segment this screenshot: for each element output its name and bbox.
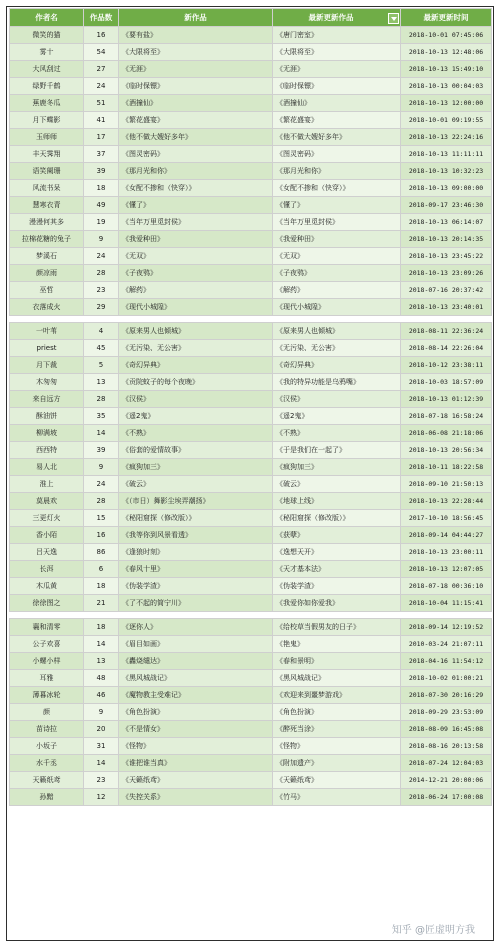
latest-work-cell: 《解药》 bbox=[273, 282, 401, 299]
table-row bbox=[10, 248, 492, 265]
count-cell: 41 bbox=[84, 112, 119, 129]
latest-work-cell: 《那月光和你》 bbox=[273, 163, 401, 180]
latest-work-cell: 《地球上线》 bbox=[273, 493, 401, 510]
new-work-cell: 《子夜鸮》 bbox=[119, 265, 273, 282]
update-time-cell: 2018-07-30 20:16:29 bbox=[401, 687, 492, 704]
table-row bbox=[10, 163, 492, 180]
table-row bbox=[10, 61, 492, 78]
latest-work-cell: 《繁花盛宴》 bbox=[273, 112, 401, 129]
count-cell: 29 bbox=[84, 299, 119, 316]
author-cell: 慧寒衣青 bbox=[10, 197, 84, 214]
latest-work-cell: 《艳鬼》 bbox=[273, 636, 401, 653]
table-row bbox=[10, 459, 492, 476]
latest-work-cell: 《我的特异功能是乌鸦嘴》 bbox=[273, 374, 401, 391]
new-work-cell: 《不是情女》 bbox=[119, 721, 273, 738]
new-work-cell: 《繁花盛宴》 bbox=[119, 112, 273, 129]
update-time-cell: 2010-03-24 21:07:11 bbox=[401, 636, 492, 653]
new-work-cell: 《了不起的简宁川》 bbox=[119, 595, 273, 612]
new-work-cell: 《黑风城战记》 bbox=[119, 670, 273, 687]
update-time-cell: 2018-10-13 22:28:44 bbox=[401, 493, 492, 510]
author-cell: 襄和清零 bbox=[10, 619, 84, 636]
count-cell: 14 bbox=[84, 755, 119, 772]
author-cell: 小螺小样 bbox=[10, 653, 84, 670]
table-row bbox=[10, 340, 492, 357]
author-cell: 一叶苇 bbox=[10, 323, 84, 340]
author-update-table bbox=[9, 8, 492, 806]
update-time-cell: 2018-06-08 21:18:06 bbox=[401, 425, 492, 442]
header-latest-time[interactable]: 最新更新时间 bbox=[401, 9, 492, 27]
table-row bbox=[10, 704, 492, 721]
count-cell: 24 bbox=[84, 248, 119, 265]
count-cell: 28 bbox=[84, 391, 119, 408]
author-cell: 三更灯火 bbox=[10, 510, 84, 527]
new-work-cell: 《奇幻异典》 bbox=[119, 357, 273, 374]
table-row bbox=[10, 299, 492, 316]
table-body bbox=[10, 27, 492, 806]
count-cell: 39 bbox=[84, 442, 119, 459]
latest-work-cell: 《黑风城战记》 bbox=[273, 670, 401, 687]
author-cell: 易人北 bbox=[10, 459, 84, 476]
author-cell: 酥油饼 bbox=[10, 408, 84, 425]
count-cell: 54 bbox=[84, 44, 119, 61]
count-cell: 18 bbox=[84, 619, 119, 636]
new-work-cell: 《现代小城隍》 bbox=[119, 299, 273, 316]
table-row bbox=[10, 112, 492, 129]
count-cell: 28 bbox=[84, 265, 119, 282]
new-work-cell: 《角色扮演》 bbox=[119, 704, 273, 721]
update-time-cell: 2018-10-13 12:07:05 bbox=[401, 561, 492, 578]
count-cell: 21 bbox=[84, 595, 119, 612]
update-time-cell: 2018-07-24 12:04:03 bbox=[401, 755, 492, 772]
count-cell: 18 bbox=[84, 578, 119, 595]
update-time-cell: 2018-10-01 09:19:55 bbox=[401, 112, 492, 129]
latest-work-cell: 《获孽》 bbox=[273, 527, 401, 544]
new-work-cell: 《失控关系》 bbox=[119, 789, 273, 806]
update-time-cell: 2018-10-13 12:00:00 bbox=[401, 95, 492, 112]
table-row bbox=[10, 789, 492, 806]
table-row bbox=[10, 595, 492, 612]
author-cell: 吕天逸 bbox=[10, 544, 84, 561]
table-row bbox=[10, 738, 492, 755]
author-cell: 蕉鹿冬瓜 bbox=[10, 95, 84, 112]
author-cell: 徐徐图之 bbox=[10, 595, 84, 612]
count-cell: 13 bbox=[84, 653, 119, 670]
latest-work-cell: 《逸想天开》 bbox=[273, 544, 401, 561]
table-row bbox=[10, 180, 492, 197]
count-cell: 9 bbox=[84, 231, 119, 248]
table-row bbox=[10, 687, 492, 704]
table-row bbox=[10, 510, 492, 527]
update-time-cell: 2018-10-13 20:14:35 bbox=[401, 231, 492, 248]
count-cell: 23 bbox=[84, 772, 119, 789]
latest-work-cell: 《我爱你如你爱我》 bbox=[273, 595, 401, 612]
latest-work-cell: 《他不做大嫂好多年》 bbox=[273, 129, 401, 146]
update-time-cell: 2018-09-14 12:19:52 bbox=[401, 619, 492, 636]
table-row bbox=[10, 772, 492, 789]
update-time-cell: 2018-10-03 18:57:09 bbox=[401, 374, 492, 391]
new-work-cell: 《他不做大嫂好多年》 bbox=[119, 129, 273, 146]
count-cell: 51 bbox=[84, 95, 119, 112]
author-cell: 小坂子 bbox=[10, 738, 84, 755]
author-cell: 大风刮过 bbox=[10, 61, 84, 78]
latest-work-cell: 《现代小城隍》 bbox=[273, 299, 401, 316]
author-cell: 莫晨欢 bbox=[10, 493, 84, 510]
table-row bbox=[10, 146, 492, 163]
table-row bbox=[10, 653, 492, 670]
chevron-down-icon bbox=[391, 17, 397, 21]
author-cell: 柳满坡 bbox=[10, 425, 84, 442]
count-cell: 39 bbox=[84, 163, 119, 180]
author-cell: 西西特 bbox=[10, 442, 84, 459]
update-time-cell: 2018-07-18 00:36:10 bbox=[401, 578, 492, 595]
update-time-cell: 2018-08-14 22:26:04 bbox=[401, 340, 492, 357]
new-work-cell: 《无污染、无公害》 bbox=[119, 340, 273, 357]
new-work-cell: 《魔物教主受难记》 bbox=[119, 687, 273, 704]
count-cell: 23 bbox=[84, 282, 119, 299]
author-cell: 天籁纸鸢 bbox=[10, 772, 84, 789]
author-cell: 风流书呆 bbox=[10, 180, 84, 197]
update-time-cell: 2018-07-18 16:58:24 bbox=[401, 408, 492, 425]
count-cell: 9 bbox=[84, 704, 119, 721]
update-time-cell: 2018-10-13 06:14:07 bbox=[401, 214, 492, 231]
new-work-cell: 《我爱种田》 bbox=[119, 231, 273, 248]
update-time-cell: 2014-12-21 20:00:06 bbox=[401, 772, 492, 789]
count-cell: 86 bbox=[84, 544, 119, 561]
new-work-cell: 《贡院蚊子的每个夜晚》 bbox=[119, 374, 273, 391]
author-cell: 玉师师 bbox=[10, 129, 84, 146]
count-cell: 13 bbox=[84, 374, 119, 391]
header-count[interactable]: 作品数 bbox=[84, 9, 119, 27]
update-time-cell: 2018-09-14 04:44:27 bbox=[401, 527, 492, 544]
new-work-cell: 《我等你到风景看透》 bbox=[119, 527, 273, 544]
author-cell: 衣落成火 bbox=[10, 299, 84, 316]
author-cell: 苗诗拉 bbox=[10, 721, 84, 738]
update-time-cell: 2018-09-17 23:46:30 bbox=[401, 197, 492, 214]
new-work-cell: 《怪物》 bbox=[119, 738, 273, 755]
update-time-cell: 2018-10-13 09:00:00 bbox=[401, 180, 492, 197]
table-row bbox=[10, 493, 492, 510]
update-time-cell: 2018-10-11 18:22:58 bbox=[401, 459, 492, 476]
table-row bbox=[10, 231, 492, 248]
count-cell: 20 bbox=[84, 721, 119, 738]
update-time-cell: 2018-08-09 16:45:08 bbox=[401, 721, 492, 738]
table-row bbox=[10, 357, 492, 374]
table-row bbox=[10, 425, 492, 442]
new-work-cell: 《无涯》 bbox=[119, 61, 273, 78]
table-row bbox=[10, 544, 492, 561]
count-cell: 12 bbox=[84, 789, 119, 806]
new-work-cell: 《秘阳窟探（修改版）》 bbox=[119, 510, 273, 527]
count-cell: 16 bbox=[84, 527, 119, 544]
author-cell: 颜凉雨 bbox=[10, 265, 84, 282]
author-cell: 漫漫何其多 bbox=[10, 214, 84, 231]
new-work-cell: 《破云》 bbox=[119, 476, 273, 493]
update-time-cell: 2018-09-10 21:50:13 bbox=[401, 476, 492, 493]
latest-work-cell: 《无污染、无公害》 bbox=[273, 340, 401, 357]
latest-work-cell: 《不熟》 bbox=[273, 425, 401, 442]
new-work-cell: 《女配不掺和（快穿）》 bbox=[119, 180, 273, 197]
table-header-row bbox=[10, 9, 492, 27]
count-cell: 46 bbox=[84, 687, 119, 704]
new-work-cell: 《（市日）舞影尘埃弄潮扬》 bbox=[119, 493, 273, 510]
latest-work-cell: 《大限将至》 bbox=[273, 44, 401, 61]
latest-work-cell: 《唐门密室》 bbox=[273, 27, 401, 44]
update-time-cell: 2018-10-04 11:15:41 bbox=[401, 595, 492, 612]
table-row bbox=[10, 670, 492, 687]
update-time-cell: 2018-04-16 11:54:12 bbox=[401, 653, 492, 670]
update-time-cell: 2018-06-24 17:00:08 bbox=[401, 789, 492, 806]
count-cell: 19 bbox=[84, 214, 119, 231]
table-row bbox=[10, 408, 492, 425]
latest-work-cell: 《角色扮演》 bbox=[273, 704, 401, 721]
author-cell: 公子欢喜 bbox=[10, 636, 84, 653]
author-cell: 微笑的猫 bbox=[10, 27, 84, 44]
author-cell: 孙黯 bbox=[10, 789, 84, 806]
table-row bbox=[10, 391, 492, 408]
new-work-cell: 《原来男人也倾城》 bbox=[119, 323, 273, 340]
latest-work-cell: 《欢迎来到噩梦游戏》 bbox=[273, 687, 401, 704]
count-cell: 45 bbox=[84, 340, 119, 357]
new-work-cell: 《逐你人》 bbox=[119, 619, 273, 636]
latest-work-cell: 《临时保镖》 bbox=[273, 78, 401, 95]
table-row bbox=[10, 374, 492, 391]
latest-work-cell: 《图灵密码》 bbox=[273, 146, 401, 163]
author-cell: priest bbox=[10, 340, 84, 357]
update-time-cell: 2018-08-11 22:36:24 bbox=[401, 323, 492, 340]
count-cell: 27 bbox=[84, 61, 119, 78]
latest-work-cell: 《汉侯》 bbox=[273, 391, 401, 408]
new-work-cell: 《不熟》 bbox=[119, 425, 273, 442]
latest-work-cell: 《给校草当假男友的日子》 bbox=[273, 619, 401, 636]
author-cell: 巫哲 bbox=[10, 282, 84, 299]
author-cell: 来自远方 bbox=[10, 391, 84, 408]
filter-dropdown-button[interactable] bbox=[388, 13, 399, 24]
count-cell: 4 bbox=[84, 323, 119, 340]
table-row bbox=[10, 323, 492, 340]
author-cell: 拉棉花糖的兔子 bbox=[10, 231, 84, 248]
count-cell: 9 bbox=[84, 459, 119, 476]
latest-work-cell: 《疯狗加三》 bbox=[273, 459, 401, 476]
author-cell: 薄暮冰轮 bbox=[10, 687, 84, 704]
header-new-work[interactable]: 新作品 bbox=[119, 9, 273, 27]
new-work-cell: 《懂了》 bbox=[119, 197, 273, 214]
latest-work-cell: 《懂了》 bbox=[273, 197, 401, 214]
table-row bbox=[10, 755, 492, 772]
new-work-cell: 《眉目如画》 bbox=[119, 636, 273, 653]
latest-work-cell: 《当年万里觅封侯》 bbox=[273, 214, 401, 231]
new-work-cell: 《当年万里觅封侯》 bbox=[119, 214, 273, 231]
author-cell: 语笑阑珊 bbox=[10, 163, 84, 180]
watermark: 知乎 @匠虚明方我 bbox=[389, 920, 478, 937]
latest-work-cell: 《原来男人也倾城》 bbox=[273, 323, 401, 340]
update-time-cell: 2018-10-13 10:32:23 bbox=[401, 163, 492, 180]
update-time-cell: 2018-10-12 23:38:11 bbox=[401, 357, 492, 374]
new-work-cell: 《逢狼时刻》 bbox=[119, 544, 273, 561]
header-author[interactable]: 作者名 bbox=[10, 9, 84, 27]
table-row bbox=[10, 442, 492, 459]
author-cell: 绿野千鹤 bbox=[10, 78, 84, 95]
latest-work-cell: 《无双》 bbox=[273, 248, 401, 265]
latest-work-cell: 《女配不掺和（快穿）》 bbox=[273, 180, 401, 197]
latest-work-cell: 《天才基本法》 bbox=[273, 561, 401, 578]
update-time-cell: 2018-07-16 20:37:42 bbox=[401, 282, 492, 299]
latest-work-cell: 《怪物》 bbox=[273, 738, 401, 755]
update-time-cell: 2018-10-13 20:56:34 bbox=[401, 442, 492, 459]
count-cell: 28 bbox=[84, 493, 119, 510]
latest-work-cell: 《子夜鸮》 bbox=[273, 265, 401, 282]
count-cell: 31 bbox=[84, 738, 119, 755]
latest-work-cell: 《竹马》 bbox=[273, 789, 401, 806]
table-row bbox=[10, 578, 492, 595]
latest-work-cell: 《天籁纸鸢》 bbox=[273, 772, 401, 789]
author-cell: 长洱 bbox=[10, 561, 84, 578]
table-row bbox=[10, 214, 492, 231]
group-separator bbox=[10, 612, 492, 619]
author-cell: 水千丞 bbox=[10, 755, 84, 772]
update-time-cell: 2018-10-13 23:40:01 bbox=[401, 299, 492, 316]
new-work-cell: 《汉侯》 bbox=[119, 391, 273, 408]
new-work-cell: 《天籁纸鸢》 bbox=[119, 772, 273, 789]
table-row bbox=[10, 282, 492, 299]
latest-work-cell: 《附加遗产》 bbox=[273, 755, 401, 772]
update-time-cell: 2017-10-10 18:56:45 bbox=[401, 510, 492, 527]
count-cell: 48 bbox=[84, 670, 119, 687]
count-cell: 24 bbox=[84, 476, 119, 493]
update-time-cell: 2018-10-13 15:49:10 bbox=[401, 61, 492, 78]
table-row bbox=[10, 265, 492, 282]
table-row bbox=[10, 95, 492, 112]
new-work-cell: 《疯狗加三》 bbox=[119, 459, 273, 476]
header-latest-work-label: 最新更新作品 bbox=[308, 12, 354, 22]
latest-work-cell: 《于是我们在一起了》 bbox=[273, 442, 401, 459]
new-work-cell: 《酒撞仙》 bbox=[119, 95, 273, 112]
count-cell: 37 bbox=[84, 146, 119, 163]
table-row bbox=[10, 78, 492, 95]
count-cell: 6 bbox=[84, 561, 119, 578]
update-time-cell: 2018-10-13 12:48:06 bbox=[401, 44, 492, 61]
table-row bbox=[10, 44, 492, 61]
header-latest-work[interactable] bbox=[273, 9, 401, 27]
new-work-cell: 《那月光和你》 bbox=[119, 163, 273, 180]
new-work-cell: 《轟烧缱达》 bbox=[119, 653, 273, 670]
update-time-cell: 2018-10-02 01:00:21 bbox=[401, 670, 492, 687]
new-work-cell: 《谁把谁当真》 bbox=[119, 755, 273, 772]
author-cell: 月下蝶影 bbox=[10, 112, 84, 129]
author-cell: 梦溪石 bbox=[10, 248, 84, 265]
table-row bbox=[10, 476, 492, 493]
latest-work-cell: 《遥2鬼》 bbox=[273, 408, 401, 425]
count-cell: 49 bbox=[84, 197, 119, 214]
table-row bbox=[10, 561, 492, 578]
latest-work-cell: 《秘阳窟探（修改版）》 bbox=[273, 510, 401, 527]
new-work-cell: 《图灵密码》 bbox=[119, 146, 273, 163]
latest-work-cell: 《无涯》 bbox=[273, 61, 401, 78]
author-cell: 雾十 bbox=[10, 44, 84, 61]
latest-work-cell: 《酒撞仙》 bbox=[273, 95, 401, 112]
update-time-cell: 2018-10-13 01:12:39 bbox=[401, 391, 492, 408]
latest-work-cell: 《奇幻异典》 bbox=[273, 357, 401, 374]
count-cell: 16 bbox=[84, 27, 119, 44]
author-cell: 颜 bbox=[10, 704, 84, 721]
separator-cell bbox=[10, 316, 492, 323]
latest-work-cell: 《伪装学渣》 bbox=[273, 578, 401, 595]
latest-work-cell: 《醉死当涂》 bbox=[273, 721, 401, 738]
count-cell: 35 bbox=[84, 408, 119, 425]
update-time-cell: 2018-10-13 11:11:11 bbox=[401, 146, 492, 163]
update-time-cell: 2018-10-13 23:09:26 bbox=[401, 265, 492, 282]
table-row bbox=[10, 27, 492, 44]
author-cell: 香小陌 bbox=[10, 527, 84, 544]
new-work-cell: 《无双》 bbox=[119, 248, 273, 265]
table-row bbox=[10, 619, 492, 636]
separator-cell bbox=[10, 612, 492, 619]
latest-work-cell: 《破云》 bbox=[273, 476, 401, 493]
update-time-cell: 2018-10-13 23:00:11 bbox=[401, 544, 492, 561]
count-cell: 5 bbox=[84, 357, 119, 374]
new-work-cell: 《伪装学渣》 bbox=[119, 578, 273, 595]
table-row bbox=[10, 636, 492, 653]
table-row bbox=[10, 197, 492, 214]
new-work-cell: 《临时保镖》 bbox=[119, 78, 273, 95]
author-cell: 耳雅 bbox=[10, 670, 84, 687]
update-time-cell: 2018-10-13 22:24:16 bbox=[401, 129, 492, 146]
count-cell: 15 bbox=[84, 510, 119, 527]
count-cell: 14 bbox=[84, 425, 119, 442]
table-row bbox=[10, 129, 492, 146]
author-cell: 淮上 bbox=[10, 476, 84, 493]
count-cell: 14 bbox=[84, 636, 119, 653]
new-work-cell: 《俗套的爱情故事》 bbox=[119, 442, 273, 459]
update-time-cell: 2018-10-13 00:04:03 bbox=[401, 78, 492, 95]
table-row bbox=[10, 721, 492, 738]
new-work-cell: 《要有盐》 bbox=[119, 27, 273, 44]
update-time-cell: 2018-10-13 23:45:22 bbox=[401, 248, 492, 265]
new-work-cell: 《解药》 bbox=[119, 282, 273, 299]
update-time-cell: 2018-09-29 23:53:09 bbox=[401, 704, 492, 721]
update-time-cell: 2018-10-01 07:45:06 bbox=[401, 27, 492, 44]
new-work-cell: 《大限将至》 bbox=[119, 44, 273, 61]
author-cell: 木匆匆 bbox=[10, 374, 84, 391]
count-cell: 18 bbox=[84, 180, 119, 197]
new-work-cell: 《遥2鬼》 bbox=[119, 408, 273, 425]
update-time-cell: 2018-08-16 20:13:58 bbox=[401, 738, 492, 755]
author-cell: 丰天霁翔 bbox=[10, 146, 84, 163]
count-cell: 24 bbox=[84, 78, 119, 95]
author-cell: 木瓜黄 bbox=[10, 578, 84, 595]
count-cell: 17 bbox=[84, 129, 119, 146]
author-cell: 月下裁 bbox=[10, 357, 84, 374]
latest-work-cell: 《我爱种田》 bbox=[273, 231, 401, 248]
group-separator bbox=[10, 316, 492, 323]
latest-work-cell: 《春和景明》 bbox=[273, 653, 401, 670]
table-row bbox=[10, 527, 492, 544]
new-work-cell: 《春风十里》 bbox=[119, 561, 273, 578]
